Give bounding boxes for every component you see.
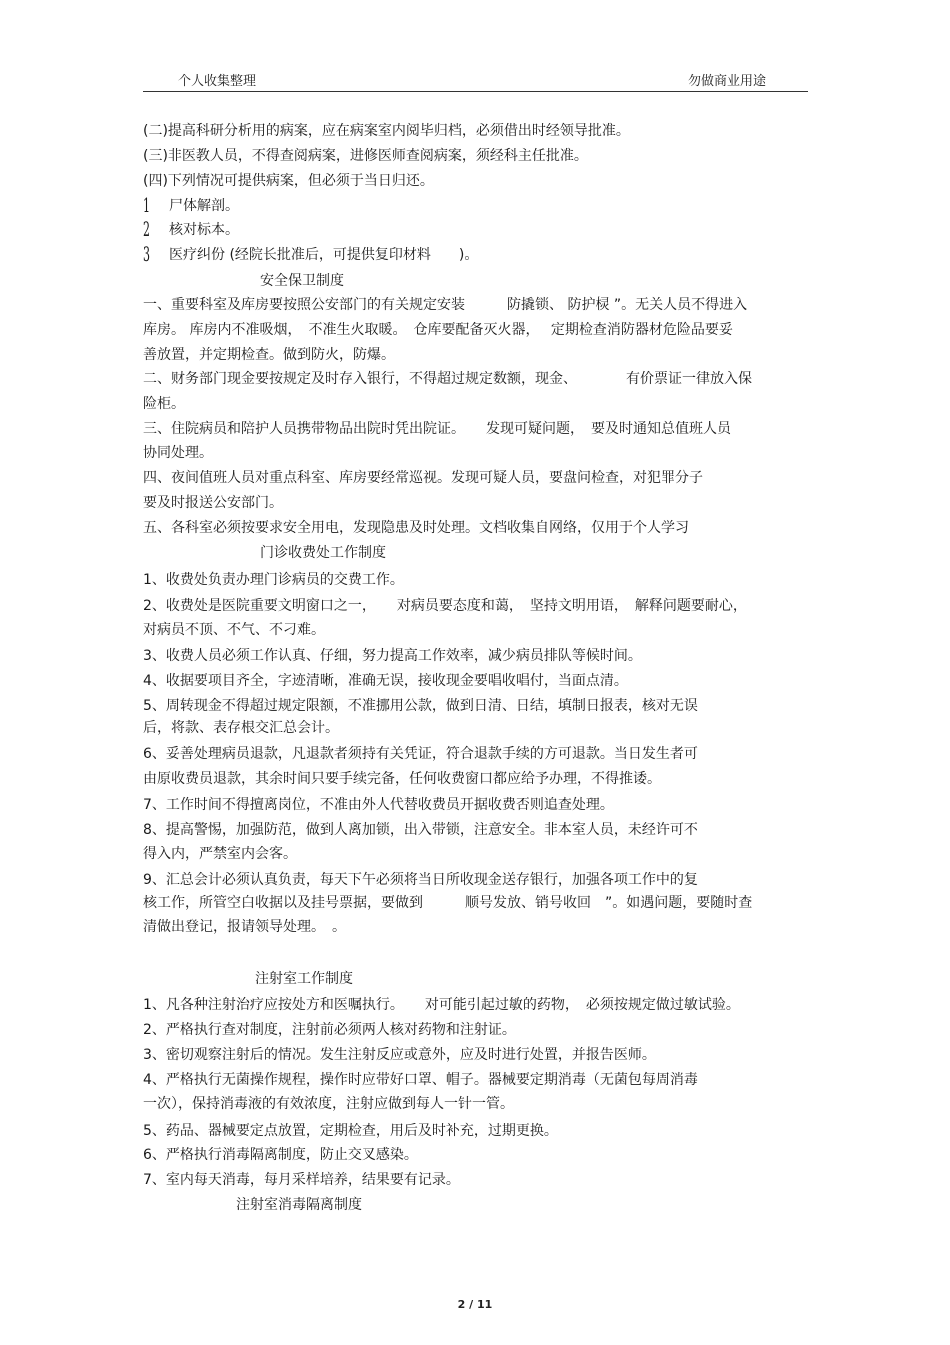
body-line: 3、收费人员必须工作认真、仔细，努力提高工作效率，减少病员排队等候时间。 <box>143 648 642 664</box>
body-line: 3、密切观察注射后的情况。发生注射反应或意外，应及时进行处置，并报告医师。 <box>143 1047 656 1063</box>
body-line: 四、夜间值班人员对重点科室、库房要经常巡视。发现可疑人员，要盘问检查，对犯罪分子 <box>143 470 703 486</box>
body-line: (二)提高科研分析用的病案，应在病案室内阅毕归档，必须借出时经领导批准。 <box>143 123 630 139</box>
body-line: 五、各科室必须按要求安全用电，发现隐患及时处理。文档收集自网络，仅用于个人学习 <box>143 520 689 536</box>
item-number: 1 <box>143 193 151 217</box>
body-line: 5、药品、器械要定点放置，定期检查，用后及时补充，过期更换。 <box>143 1123 558 1139</box>
body-line: 1、凡各种注射治疗应按处方和医嘱执行。 对可能引起过敏的药物， 必须按规定做过敏试验。 <box>143 997 740 1013</box>
body-line: 1、收费处负责办理门诊病员的交费工作。 <box>143 572 404 588</box>
body-line: (三)非医教人员，不得查阅病案，进修医师查阅病案，须经科主任批准。 <box>143 148 588 164</box>
numbered-item <box>143 193 239 217</box>
section-title-injection: 注射室工作制度 <box>255 971 353 987</box>
body-line: 6、妥善处理病员退款，凡退款者须持有关凭证，符合退款手续的方可退款。当日发生者可 <box>143 746 698 762</box>
body-line: 2、严格执行查对制度，注射前必须两人核对药物和注射证。 <box>143 1022 516 1038</box>
item-number: 3 <box>143 242 151 266</box>
section-title-security: 安全保卫制度 <box>260 273 344 289</box>
body-line: 7、工作时间不得擅离岗位，不准由外人代替收费员开据收费否则追查处理。 <box>143 797 614 813</box>
body-line: 一次），保持消毒液的有效浓度，注射应做到每人一针一管。 <box>143 1096 514 1112</box>
body-line: 库房。 库房内不准吸烟， 不准生火取暖。 仓库要配备灭火器， 定期检查消防器材危险品要妥 <box>143 322 733 338</box>
body-line: 2、收费处是医院重要文明窗口之一， 对病员要态度和蔼， 坚持文明用语， 解释问题要耐心， <box>143 598 747 614</box>
page-number: 2 / 11 <box>457 1298 493 1311</box>
body-line: 一、重要科室及库房要按照公安部门的有关规定安装 防撬锁、 防护棂 ”。无关人员不得进入 <box>143 297 748 313</box>
body-line: 6、严格执行消毒隔离制度，防止交叉感染。 <box>143 1147 418 1163</box>
body-line: 8、提高警惕，加强防范，做到人离加锁，出入带锁，注意安全。非本室人员，未经许可不 <box>143 822 698 838</box>
body-line: 核工作，所管空白收据以及挂号票据，要做到 顺号发放、销号收回 ”。如遇问题，要随时查 <box>143 895 753 911</box>
body-line: 清做出登记，报请领导处理。 。 <box>143 919 346 935</box>
body-line: 4、严格执行无菌操作规程，操作时应带好口罩、帽子。器械要定期消毒（无菌包每周消毒 <box>143 1072 698 1088</box>
item-text: 核对标本。 <box>169 222 239 238</box>
header-divider <box>143 91 808 92</box>
body-line: 得入内，严禁室内会客。 <box>143 846 297 862</box>
body-line: 要及时报送公安部门。 <box>143 495 283 511</box>
header-right-text: 勿做商业用途 <box>688 74 767 89</box>
section-title-fees: 门诊收费处工作制度 <box>260 545 386 561</box>
body-line: 善放置，并定期检查。做到防火，防爆。 <box>143 347 395 363</box>
section-title-disinfection: 注射室消毒隔离制度 <box>236 1197 362 1213</box>
body-line: 险柜。 <box>143 396 185 412</box>
body-line: 对病员不顶、不气、不刁难。 <box>143 622 325 638</box>
body-line: 7、室内每天消毒，每月采样培养，结果要有记录。 <box>143 1172 460 1188</box>
body-line: 后，将款、表存根交汇总会计。 <box>143 720 339 736</box>
header-left-text: 个人收集整理 <box>178 74 257 89</box>
numbered-item <box>143 217 239 241</box>
body-line: 由原收费员退款，其余时间只要手续完备，任何收费窗口都应给予办理，不得推诿。 <box>143 771 661 787</box>
body-line: 三、住院病员和陪护人员携带物品出院时凭出院证。 发现可疑问题， 要及时通知总值班人员 <box>143 421 731 437</box>
item-number: 2 <box>143 217 151 241</box>
body-line: 二、财务部门现金要按规定及时存入银行，不得超过规定数额，现金、 有价票证一律放入保 <box>143 371 752 387</box>
item-text: 尸体解剖。 <box>169 198 239 214</box>
numbered-item <box>143 242 479 266</box>
body-line: 4、收据要项目齐全，字迹清晰，准确无误，接收现金要唱收唱付，当面点清。 <box>143 673 628 689</box>
body-line: (四)下列情况可提供病案，但必须于当日归还。 <box>143 173 434 189</box>
item-text: 医疗纠份 (经院长批准后，可提供复印材料 )。 <box>169 247 479 263</box>
body-line: 9、汇总会计必须认真负责，每天下午必须将当日所收现金送存银行，加强各项工作中的复 <box>143 872 698 888</box>
body-line: 协同处理。 <box>143 445 213 461</box>
body-line: 5、周转现金不得超过规定限额，不准挪用公款，做到日清、日结，填制日报表，核对无误 <box>143 698 698 714</box>
